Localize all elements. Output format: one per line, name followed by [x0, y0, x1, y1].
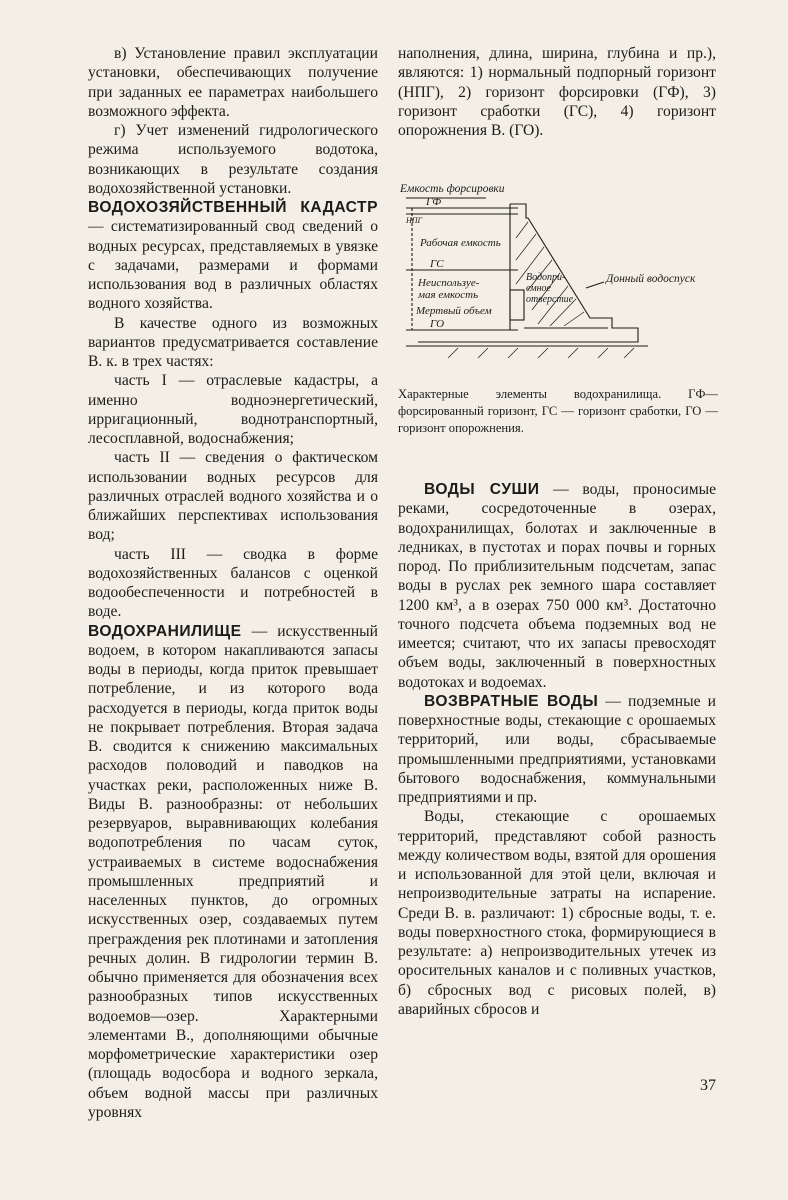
- paragraph-part2: часть II — сведения о фактическом использовании водных ресурсов для различных отраслей водного хозяйства и о ближайших перспективах использования вод;: [88, 449, 378, 544]
- label-forsirovka: Емкость форсировки: [400, 183, 505, 195]
- reservoir-diagram-svg: [398, 178, 718, 374]
- term-heading: ВОДОХРАНИЛИЩЕ: [88, 622, 242, 640]
- paragraph-continuation: наполнения, длина, ширина, глубина и пр.), являются: 1) нормальный подпорный горизонт (НПГ), 2) горизонт форсировки (ГФ), 3) горизонт сработки (ГС), 4) горизонт опорожнения В. (ГО).: [398, 45, 716, 139]
- label-gs: ГС: [430, 258, 444, 270]
- paragraph-part3: часть III — сводка в форме водохозяйственных балансов с оценкой водообеспеченности и потребностей в воде.: [88, 545, 378, 621]
- donny-leader: [586, 282, 604, 288]
- figure-caption: Характерные элементы водохранилища. ГФ— форсированный горизонт, ГС — горизонт сработки, ГО — горизонт опорожнения.: [398, 387, 718, 435]
- entry-vody-sushi: [398, 480, 716, 692]
- label-neisp-2: мая емкость: [418, 289, 479, 301]
- label-otv-1: Водопри-: [526, 272, 566, 283]
- label-go: ГО: [430, 318, 445, 330]
- entry-vodokhoz-kadastr: [88, 198, 378, 314]
- label-mertvy: Мертвый объем: [416, 305, 492, 317]
- right-column: [398, 480, 716, 1019]
- paragraph-v: в) Установление правил эксплуатации установки, обеспечивающих получение при заданных ее параметрах наибольшего возможного эффекта.: [88, 45, 378, 120]
- reservoir-diagram: [398, 178, 718, 374]
- label-neisp-1: Неиспользуе-: [418, 277, 480, 289]
- entry-text: — подземные и поверхностные воды, стекающие с орошаемых территорий, или воды, сбрасываемые промышленными предприятиями, установками бытового водоснабжения, коммунальными предприятиями и пр.: [398, 692, 716, 806]
- right-column-top: [398, 44, 716, 140]
- paragraph-g: г) Учет изменений гидрологического режима используемого водотока, возникающих в результате создания водохозяйственной установки.: [88, 122, 378, 197]
- label-otv-2: емное: [526, 283, 551, 294]
- label-otv-3: отверстие: [526, 294, 574, 305]
- intake-opening: [510, 290, 524, 320]
- entry-text: — воды, проносимые реками, сосредоточенные в озерах, водохранилищах, болотах и заключенные в ледниках, в пустотах и порах почвы и горных пород. По приблизительным подсчетам, запас воды в руслах рек земного шара составляет 1200 км³, а в озерах 750 000 км³. Достаточно точного подсчета объема подземных вод не имеется; считают, что их запасы превосходят объем воды, заключенный в поверхностных водотоках и водоемах.: [398, 481, 716, 691]
- term-heading: ВОДЫ СУШИ: [424, 481, 540, 498]
- label-gf: ГФ: [426, 196, 442, 208]
- page-number: 37: [700, 1077, 716, 1094]
- entry-text: — систематизированный свод сведений о водных ресурсах, представляемых в увязке с задачами, размерами и формами использования вод в различных областях водного хозяйства.: [88, 218, 378, 313]
- entry-vozvratnye-vody: [398, 692, 716, 808]
- paragraph-variants: В качестве одного из возможных вариантов предусматривается составление В. к. в трех частях:: [88, 314, 378, 370]
- label-npg: НПГ: [406, 216, 423, 225]
- paragraph-part1: часть I — отраслевые кадастры, а именно водноэнергетический, ирригационный, воднотранспортный, лесосплавной, водоснабжения;: [88, 372, 378, 447]
- paragraph-orosh: Воды, стекающие с орошаемых территорий, представляют собой разность между количеством воды, взятой для орошения и использованной для этой цели, включая и непроизводительные затраты на испарение. Среди В. в. различают: 1) сбросные воды, т. е. воды поверхностного стока, формирующиеся в результате: а) непроизводительных утечек из оросительных каналов и с поливных участков, б) сбросных вод с рисовых полей, в) аварийных сбросов и: [398, 808, 716, 1018]
- term-heading: ВОДОХОЗЯЙСТВЕННЫЙ КАДАСТР: [88, 199, 378, 216]
- left-column: [88, 44, 378, 1122]
- entry-text: — искусственный водоем, в котором накапливаются запасы воды в периоды, когда приток превышает потребление, и из которого вода расходуется в периоды, когда приток воды не покрывает потребления. Вторая задача В. сводится к снижению максимальных расходов половодий и паводков на участках реки, расположенных ниже В. Виды В. разнообразны: от небольших резервуаров, выравнивающих колебания водопотребления по часам суток, устраиваемых в системе водоснабжения промышленных предприятий и населенных пунктов, до огромных искусственных озер, создаваемых путем преграждения рек плотинами и затопления речных долин. В гидрологии термин В. обычно применяется для обозначения всех разнообразных типов искусственных водоемов—озер. Характерными элементами В., дополняющими обычные морфометрические характеристики озер (площадь водосбора и водного зеркала, объем водной массы при различных уровнях: [88, 622, 378, 1121]
- entry-vodokhranilishche: [88, 622, 378, 1123]
- label-donny: Донный водоспуск: [606, 273, 696, 285]
- label-rabochaya: Рабочая емкость: [420, 237, 501, 249]
- term-heading: ВОЗВРАТНЫЕ ВОДЫ: [424, 692, 599, 710]
